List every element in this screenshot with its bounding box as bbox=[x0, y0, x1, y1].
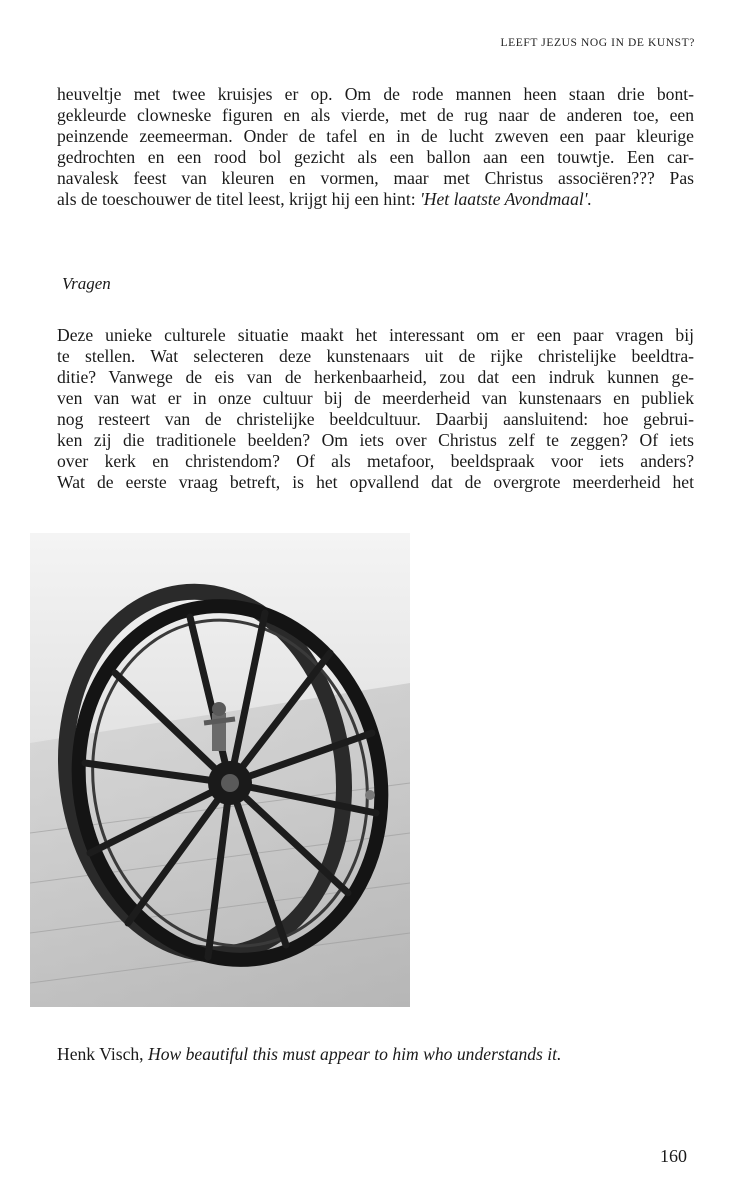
text-line: ven van wat er in onze cultuur bij de meerderheid van kunstenaars en publiek bbox=[57, 388, 694, 408]
page-number: 160 bbox=[660, 1146, 687, 1166]
text-line: nog resteert van de christelijke beeldcultuur. Daarbij aansluitend: hoe gebrui- bbox=[57, 409, 694, 429]
text-line bbox=[57, 189, 694, 210]
text-line: heuveltje met twee kruisjes er op. Om de rode mannen heen staan drie bont- bbox=[57, 84, 694, 104]
text-line: ditie? Vanwege de eis van de herkenbaarheid, zou dat een indruk kunnen ge- bbox=[57, 367, 694, 387]
photo-caption bbox=[57, 1044, 561, 1065]
caption-title: How beautiful this must appear to him who understands it. bbox=[147, 1044, 562, 1064]
text-line: ken zij die traditionele beelden? Om iets over Christus zelf te zeggen? Of iets bbox=[57, 430, 694, 450]
text-line: gekleurde clowneske figuren en als vierde, met de rug naar de anderen toe, een bbox=[57, 105, 694, 125]
caption-artist: Henk Visch, bbox=[57, 1044, 148, 1064]
text-line: over kerk en christendom? Of als metafoor, beeldspraak voor iets anders? bbox=[57, 451, 694, 471]
text-line: navalesk feest van kleuren en vormen, maar met Christus associëren??? Pas bbox=[57, 168, 694, 188]
text-line: Wat de eerste vraag betreft, is het opvallend dat de overgrote meerderheid het bbox=[57, 472, 694, 492]
text-line: peinzende zeemeerman. Onder de tafel en in de lucht zweven een paar kleurige bbox=[57, 126, 694, 146]
section-heading: Vragen bbox=[62, 274, 111, 293]
artwork-photo bbox=[30, 533, 410, 1007]
running-head: LEEFT JEZUS NOG IN DE KUNST? bbox=[500, 37, 695, 49]
text-line: Deze unieke culturele situatie maakt het interessant om er een paar vragen bij bbox=[57, 325, 694, 345]
body-paragraph-1 bbox=[57, 84, 694, 210]
text-line: gedrochten en een rood bol gezicht als een ballon aan een touwtje. Een car- bbox=[57, 147, 694, 167]
body-paragraph-2 bbox=[57, 325, 694, 493]
artwork-title: 'Het laatste Avondmaal'. bbox=[420, 189, 592, 209]
text-line: te stellen. Wat selecteren deze kunstenaars uit de rijke christelijke beeldtra- bbox=[57, 346, 694, 366]
text-line-start: als de toeschouwer de titel leest, krijgt hij een hint: bbox=[57, 189, 421, 209]
